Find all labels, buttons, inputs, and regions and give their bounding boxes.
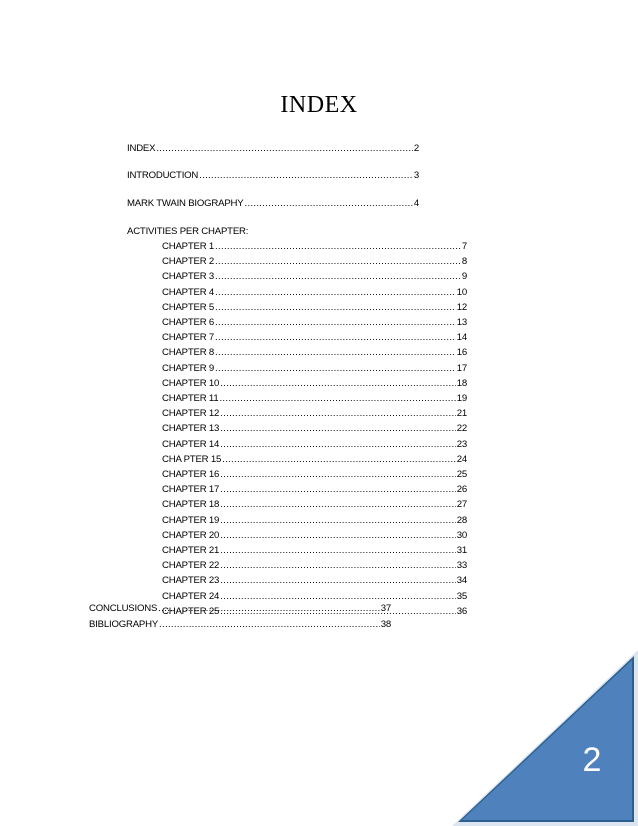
dot-leader — [220, 469, 456, 481]
dot-leader — [215, 271, 461, 283]
toc-entry-biography[interactable] — [127, 198, 419, 210]
toc-entry-label: CHAPTER 13 — [162, 423, 220, 435]
toc-entry-page: 33 — [456, 560, 467, 572]
toc-entry-page: 22 — [456, 423, 467, 435]
toc-entry-page: 23 — [456, 438, 467, 450]
toc-entry-page: 38 — [380, 619, 391, 630]
toc-entry-label: CHAPTER 11 — [162, 393, 219, 404]
toc-entry-chapter[interactable] — [162, 484, 467, 496]
dot-leader — [215, 302, 456, 314]
toc-entry-label: CHAPTER 23 — [162, 575, 220, 587]
toc-entry-chapter[interactable] — [162, 271, 467, 283]
toc-entry-label: CHAPTER 7 — [162, 332, 215, 344]
toc-entry-chapter[interactable] — [162, 530, 467, 542]
dot-leader — [220, 423, 456, 435]
toc-entry-bibliography[interactable] — [89, 619, 391, 631]
dot-leader — [158, 603, 380, 615]
toc-entry-label: CHAPTER 25 — [162, 605, 220, 617]
toc-entry-page: 19 — [456, 393, 467, 404]
toc-entry-label: INDEX — [127, 143, 156, 154]
dot-leader — [215, 347, 456, 359]
dot-leader — [244, 198, 412, 210]
toc-entry-chapter[interactable] — [162, 515, 467, 527]
toc-entry-label: CHAPTER 4 — [162, 286, 215, 298]
toc-entry-chapter[interactable] — [162, 256, 467, 268]
toc-entry-label: CHAPTER 14 — [162, 438, 220, 450]
toc-entry-index[interactable] — [127, 143, 419, 155]
dot-leader — [220, 515, 456, 527]
toc-entry-label: MARK TWAIN BIOGRAPHY — [127, 198, 244, 209]
dot-leader — [156, 143, 413, 155]
toc-entry-page: 8 — [461, 256, 467, 268]
toc-entry-page: 4 — [413, 198, 419, 209]
toc-entry-page: 9 — [461, 271, 467, 283]
toc-entry-label: CHAPTER 10 — [162, 377, 220, 389]
toc-entry-page: 24 — [456, 453, 467, 465]
toc-entry-page: 2 — [413, 143, 419, 154]
toc-entry-page: 3 — [413, 170, 419, 181]
toc-entry-label: CHAPTER 17 — [162, 484, 220, 496]
page-number: 2 — [582, 741, 602, 779]
toc-entry-chapter[interactable] — [162, 363, 467, 375]
toc-entry-page: 30 — [456, 529, 467, 541]
toc-entry-label: INTRODUCTION — [127, 170, 199, 181]
toc-entry-label: CHAPTER 9 — [162, 362, 215, 374]
toc-entry-label: CONCLUSIONS — [89, 603, 158, 614]
toc-entry-page: 27 — [456, 499, 467, 511]
toc-entry-label: CHAPTER 3 — [162, 271, 215, 283]
toc-entry-page: 26 — [456, 484, 467, 496]
toc-entry-page: 28 — [456, 514, 467, 526]
toc-entry-label: CHAPTER 16 — [162, 469, 220, 480]
dot-leader — [215, 256, 461, 268]
toc-entry-conclusions[interactable] — [89, 603, 391, 615]
toc-entry-chapter[interactable] — [162, 408, 467, 420]
toc-entry-chapter[interactable] — [162, 287, 467, 299]
toc-entry-page: 12 — [456, 301, 467, 313]
page-corner-decoration — [452, 650, 638, 826]
toc-entry-label: CHAPTER 2 — [162, 256, 215, 268]
toc-entry-label: CHAPTER 18 — [162, 499, 220, 511]
page-title: INDEX — [280, 92, 358, 118]
dot-leader — [222, 454, 456, 466]
toc-entry-label: CHAPTER 22 — [162, 560, 220, 572]
toc-entry-label: CHAPTER 1 — [162, 241, 215, 252]
dot-leader — [220, 560, 456, 572]
toc-entry-label: BIBLIOGRAPHY — [89, 619, 159, 630]
toc-entry-page: 35 — [456, 590, 467, 602]
toc-entry-chapter[interactable] — [162, 575, 467, 587]
toc-entry-chapter[interactable] — [162, 241, 467, 253]
dot-leader — [215, 287, 456, 299]
toc-entry-page: 13 — [456, 317, 467, 328]
toc-entry-chapter[interactable] — [162, 302, 467, 314]
dot-leader — [199, 170, 413, 182]
toc-entry-page: 7 — [461, 241, 467, 252]
dot-leader — [220, 545, 456, 557]
toc-entry-page: 18 — [456, 377, 467, 389]
toc-entry-page: 14 — [456, 332, 467, 344]
toc-entry-page: 34 — [456, 575, 467, 587]
dot-leader — [220, 499, 456, 511]
toc-entry-label: CHAPTER 8 — [162, 347, 215, 359]
dot-leader — [159, 619, 380, 631]
toc-entry-chapter[interactable] — [162, 439, 467, 451]
toc-entry-label: CHA PTER 15 — [162, 453, 222, 465]
toc-entry-introduction[interactable] — [127, 170, 419, 182]
dot-leader — [215, 363, 456, 375]
toc-entry-chapter[interactable] — [162, 454, 467, 466]
toc-entry-label: CHAPTER 12 — [162, 408, 220, 420]
toc-entry-page: 37 — [380, 603, 391, 614]
toc-entry-chapter[interactable] — [162, 317, 467, 329]
toc-entry-page: 31 — [456, 545, 467, 556]
toc-entry-chapter[interactable] — [162, 591, 467, 603]
toc-entry-page: 10 — [456, 286, 467, 298]
dot-leader — [215, 332, 456, 344]
toc-entry-label: CHAPTER 20 — [162, 529, 220, 541]
toc-entry-chapter[interactable] — [162, 560, 467, 572]
toc-entry-page: 36 — [456, 605, 467, 617]
toc-entry-label: CHAPTER 6 — [162, 317, 215, 328]
toc-entry-label: CHAPTER 21 — [162, 545, 220, 556]
toc-entry-chapter[interactable] — [162, 347, 467, 359]
toc-entry-page: 21 — [456, 408, 467, 420]
dot-leader — [220, 484, 456, 496]
toc-entry-page: 25 — [456, 469, 467, 480]
toc-entry-label: CHAPTER 19 — [162, 514, 220, 526]
toc-entry-chapter[interactable] — [162, 393, 467, 405]
toc-entry-chapter[interactable] — [162, 378, 467, 390]
dot-leader — [215, 317, 456, 329]
dot-leader — [220, 408, 456, 420]
dot-leader — [215, 241, 461, 253]
toc-entry-page: 17 — [456, 362, 467, 374]
toc-entry-chapter[interactable] — [162, 499, 467, 511]
toc-entry-page: 16 — [456, 347, 467, 359]
toc-entry-chapter[interactable] — [162, 332, 467, 344]
toc-entry-label: CHAPTER 5 — [162, 301, 215, 313]
dot-leader — [220, 439, 456, 451]
dot-leader — [220, 378, 456, 390]
dot-leader — [219, 393, 455, 405]
dot-leader — [220, 591, 456, 603]
dot-leader — [220, 575, 456, 587]
toc-entry-label: CHAPTER 24 — [162, 590, 220, 602]
toc-entry-chapter[interactable] — [162, 545, 467, 557]
dot-leader — [220, 530, 456, 542]
activities-heading: ACTIVITIES PER CHAPTER: — [127, 226, 249, 237]
toc-entry-chapter[interactable] — [162, 469, 467, 481]
toc-entry-chapter[interactable] — [162, 423, 467, 435]
